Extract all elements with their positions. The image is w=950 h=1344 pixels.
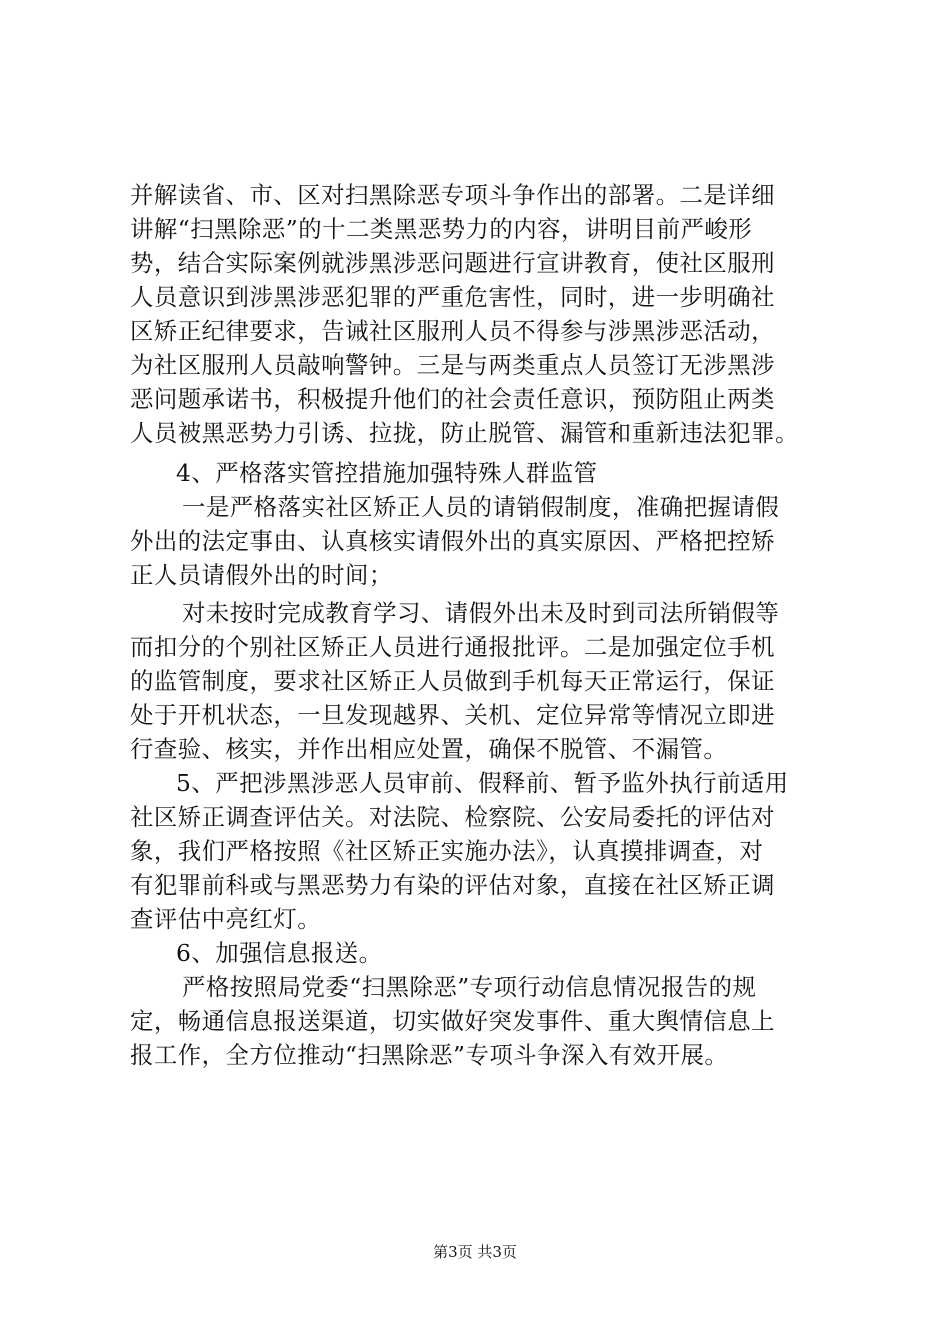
body-text-line: 恶问题承诺书，积极提升他们的社会责任意识，预防阻止两类	[130, 385, 776, 413]
body-text-line: 严格按照局党委“扫黑除恶”专项行动信息情况报告的规	[182, 973, 757, 1001]
body-text-line: 外出的法定事由、认真核实请假外出的真实原因、严格把控矫	[130, 527, 776, 555]
section-heading: 5、严把涉黑涉恶人员审前、假释前、暂予监外执行前适用	[176, 769, 789, 797]
section-heading: 6、加强信息报送。	[176, 939, 383, 967]
body-text-line: 而扣分的个别社区矫正人员进行通报批评。二是加强定位手机	[130, 633, 776, 661]
body-text-line: 一是严格落实社区矫正人员的请销假制度，准确把握请假	[182, 493, 780, 521]
body-text-line: 报工作，全方位推动“扫黑除恶”专项斗争深入有效开展。	[130, 1041, 729, 1069]
body-text-line: 行查验、核实，并作出相应处置，确保不脱管、不漏管。	[130, 735, 728, 763]
body-text-line: 查评估中亮红灯。	[130, 905, 322, 933]
body-text-line: 象，我们严格按照《社区矫正实施办法》，认真摸排调查，对	[130, 837, 764, 865]
body-text-line: 有犯罪前科或与黑恶势力有染的评估对象，直接在社区矫正调	[130, 871, 776, 899]
page-number-footer: 第3页 共3页	[433, 1243, 517, 1261]
body-text-line: 为社区服刑人员敲响警钟。三是与两类重点人员签订无涉黑涉	[130, 351, 776, 379]
body-text-line: 并解读省、市、区对扫黑除恶专项斗争作出的部署。二是详细	[130, 181, 776, 209]
body-text-line: 对未按时完成教育学习、请假外出未及时到司法所销假等	[182, 599, 780, 627]
body-text-line: 处于开机状态，一旦发现越界、关机、定位异常等情况立即进	[130, 701, 776, 729]
body-text-line: 的监管制度，要求社区矫正人员做到手机每天正常运行，保证	[130, 667, 776, 695]
body-text-line: 人员意识到涉黑涉恶犯罪的严重危害性，同时，进一步明确社	[130, 283, 776, 311]
body-text-line: 正人员请假外出的时间；	[130, 561, 393, 589]
body-text-line: 势，结合实际案例就涉黑涉恶问题进行宣讲教育，使社区服刑	[130, 249, 776, 277]
body-text-line: 讲解“扫黑除恶”的十二类黑恶势力的内容，讲明目前严峻形	[130, 215, 753, 243]
body-text-line: 社区矫正调查评估关。对法院、检察院、公安局委托的评估对	[130, 803, 776, 831]
body-text-line: 定，畅通信息报送渠道，切实做好突发事件、重大舆情信息上	[130, 1007, 776, 1035]
body-text-line: 人员被黑恶势力引诱、拉拢，防止脱管、漏管和重新违法犯罪。	[130, 419, 799, 447]
body-text-line: 区矫正纪律要求，告诫社区服刑人员不得参与涉黑涉恶活动，	[130, 317, 776, 345]
section-heading: 4、严格落实管控措施加强特殊人群监管	[176, 459, 598, 487]
